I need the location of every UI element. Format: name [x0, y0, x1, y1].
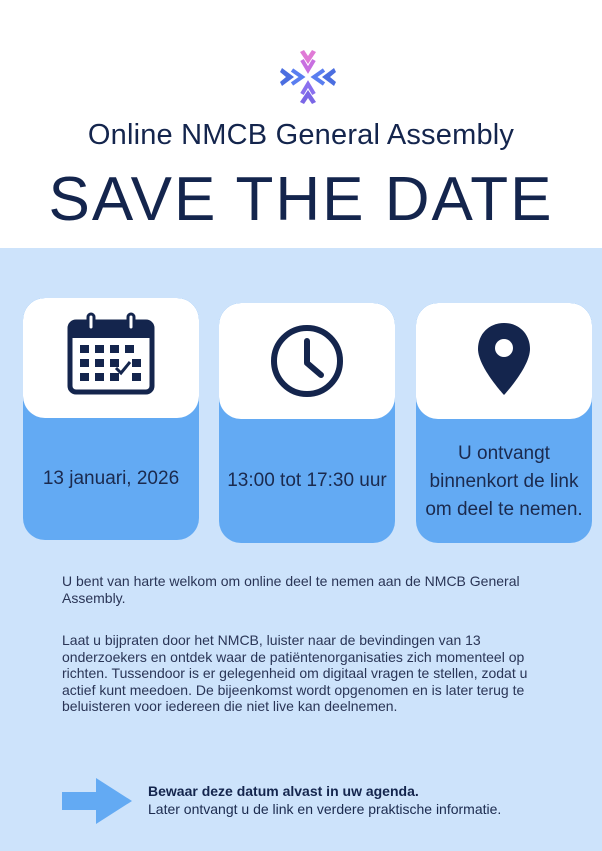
location-pin-icon: [476, 321, 532, 397]
calendar-icon: [66, 312, 156, 396]
location-card-icon-area: [416, 303, 592, 419]
welcome-paragraph: U bent van harte welkom om online deel te nemen aan de NMCB General Assembly.: [62, 573, 520, 606]
note-second-line: Later ontvangt u de link en verdere praktische informatie.: [148, 801, 502, 817]
save-date-note: [148, 782, 501, 818]
location-card: [416, 303, 592, 543]
clock-icon: [269, 323, 345, 399]
date-card-icon-area: [23, 298, 199, 418]
nmcb-logo-icon: [278, 46, 338, 108]
event-time: 13:00 tot 17:30 uur: [227, 470, 387, 491]
save-the-date-title: SAVE THE DATE: [48, 165, 554, 234]
event-link-info: U ontvangt binnenkort de link om deel te nemen.: [425, 443, 583, 520]
header: [0, 0, 602, 248]
event-date: 13 januari, 2026: [42, 468, 180, 489]
time-card: [219, 303, 395, 543]
date-card: [23, 298, 199, 540]
note-bold-line: Bewaar deze datum alvast in uw agenda.: [148, 783, 419, 799]
time-card-icon-area: [219, 303, 395, 419]
description-paragraph: Laat u bijpraten door het NMCB, luister naar de bevindingen van 13 onderzoekers en ontdek waar de patiëntenorganisaties zich momenteel op richten. Tussendoor is er gelegenheid om digitaal vragen te stellen, zodat u actief kunt meedoen. De bijeenkomst wordt opgenomen en is later terug te beluisteren voor iedereen die niet live kan deelnemen.: [62, 632, 528, 714]
event-subtitle: Online NMCB General Assembly: [87, 119, 515, 151]
arrow-right-icon: [62, 778, 132, 824]
